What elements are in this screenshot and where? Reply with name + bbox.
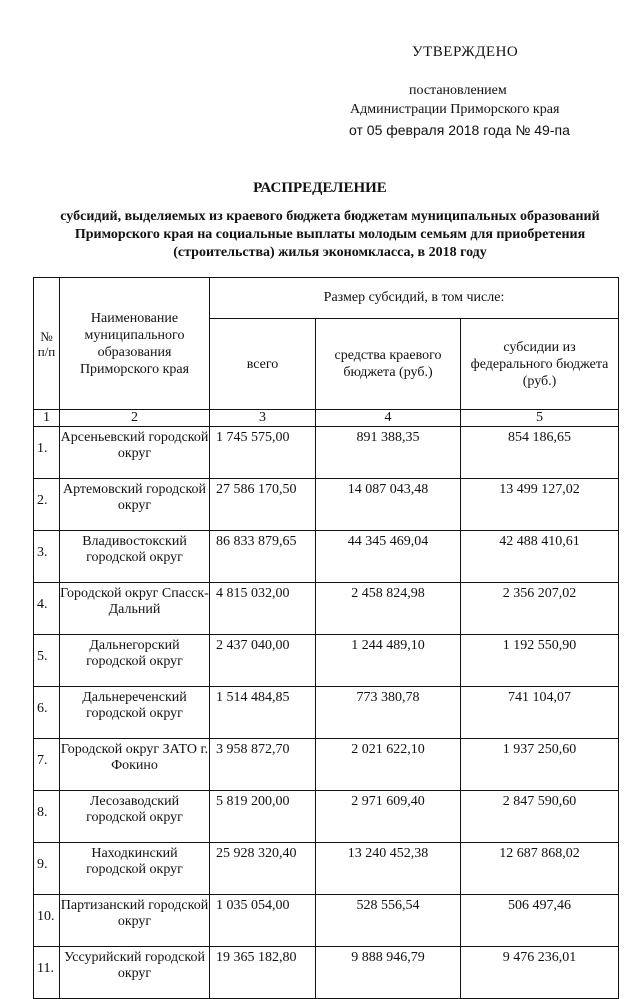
municipality-name: Городской округ ЗАТО г. Фокино [60, 739, 210, 791]
federal-amount: 741 104,07 [461, 687, 619, 739]
table-row [34, 843, 619, 895]
table-row [34, 947, 619, 999]
municipality-name: Уссурийский городской округ [60, 947, 210, 999]
row-number: 2. [34, 479, 60, 531]
row-number: 3. [34, 531, 60, 583]
federal-amount: 9 476 236,01 [461, 947, 619, 999]
federal-amount: 2 847 590,60 [461, 791, 619, 843]
total-amount: 86 833 879,65 [210, 531, 316, 583]
row-number: 10. [34, 895, 60, 947]
municipality-name: Арсеньевский городской округ [60, 427, 210, 479]
header-regional-budget: средства краевого бюджета (руб.) [316, 319, 461, 410]
regional-amount: 44 345 469,04 [316, 531, 461, 583]
total-amount: 25 928 320,40 [210, 843, 316, 895]
total-amount: 2 437 040,00 [210, 635, 316, 687]
table-row [34, 427, 619, 479]
federal-amount: 1 937 250,60 [461, 739, 619, 791]
federal-amount: 42 488 410,61 [461, 531, 619, 583]
total-amount: 4 815 032,00 [210, 583, 316, 635]
table-row [34, 479, 619, 531]
row-number: 6. [34, 687, 60, 739]
total-amount: 5 819 200,00 [210, 791, 316, 843]
federal-amount: 506 497,46 [461, 895, 619, 947]
federal-amount: 1 192 550,90 [461, 635, 619, 687]
header-federal-budget: субсидии из федерального бюджета (руб.) [461, 319, 619, 410]
column-index: 5 [461, 410, 619, 427]
table-row [34, 791, 619, 843]
table-row [34, 531, 619, 583]
header-municipality: Наименование муниципального образования Приморского края [60, 278, 210, 410]
municipality-name: Находкинский городской округ [60, 843, 210, 895]
row-number: 9. [34, 843, 60, 895]
federal-amount: 854 186,65 [461, 427, 619, 479]
total-amount: 27 586 170,50 [210, 479, 316, 531]
municipality-name: Городской округ Спасск-Дальний [60, 583, 210, 635]
regional-amount: 2 971 609,40 [316, 791, 461, 843]
header-total: всего [210, 319, 316, 410]
header-subsidy-size: Размер субсидий, в том числе: [210, 278, 619, 319]
document-title: РАСПРЕДЕЛЕНИЕ [253, 180, 387, 196]
regional-amount: 773 380,78 [316, 687, 461, 739]
regional-amount: 2 458 824,98 [316, 583, 461, 635]
total-amount: 19 365 182,80 [210, 947, 316, 999]
column-index-row [34, 410, 619, 427]
municipality-name: Партизанский городской округ [60, 895, 210, 947]
regional-amount: 1 244 489,10 [316, 635, 461, 687]
row-number: 7. [34, 739, 60, 791]
federal-amount: 13 499 127,02 [461, 479, 619, 531]
table-row [34, 895, 619, 947]
row-number: 1. [34, 427, 60, 479]
approval-decree-label: постановлением [409, 83, 507, 98]
table-row [34, 739, 619, 791]
total-amount: 1 035 054,00 [210, 895, 316, 947]
table-row [34, 583, 619, 635]
column-index: 3 [210, 410, 316, 427]
approval-date-number: от 05 февраля 2018 года № 49-па [349, 122, 570, 138]
regional-amount: 528 556,54 [316, 895, 461, 947]
regional-amount: 14 087 043,48 [316, 479, 461, 531]
document-subtitle: субсидий, выделяемых из краевого бюджета бюджетам муниципальных образований Приморского края на социальные выплаты молодым семьям для приобретения (строительства) жилья экономкласса, в 2018 году [60, 209, 600, 260]
column-index: 2 [60, 410, 210, 427]
total-amount: 1 745 575,00 [210, 427, 316, 479]
municipality-name: Артемовский городской округ [60, 479, 210, 531]
regional-amount: 2 021 622,10 [316, 739, 461, 791]
column-index: 1 [34, 410, 60, 427]
federal-amount: 2 356 207,02 [461, 583, 619, 635]
municipality-name: Дальнереченский городской округ [60, 687, 210, 739]
regional-amount: 13 240 452,38 [316, 843, 461, 895]
regional-amount: 9 888 946,79 [316, 947, 461, 999]
distribution-table [33, 277, 619, 999]
approval-heading: УТВЕРЖДЕНО [412, 44, 519, 60]
table-row [34, 687, 619, 739]
table-row [34, 635, 619, 687]
total-amount: 1 514 484,85 [210, 687, 316, 739]
row-number: 5. [34, 635, 60, 687]
approval-authority: Администрации Приморского края [350, 102, 560, 117]
column-index: 4 [316, 410, 461, 427]
total-amount: 3 958 872,70 [210, 739, 316, 791]
municipality-name: Владивостокский городской округ [60, 531, 210, 583]
row-number: 11. [34, 947, 60, 999]
row-number: 4. [34, 583, 60, 635]
municipality-name: Дальнегорский городской округ [60, 635, 210, 687]
header-number: № п/п [34, 278, 60, 410]
regional-amount: 891 388,35 [316, 427, 461, 479]
federal-amount: 12 687 868,02 [461, 843, 619, 895]
municipality-name: Лесозаводский городской округ [60, 791, 210, 843]
row-number: 8. [34, 791, 60, 843]
